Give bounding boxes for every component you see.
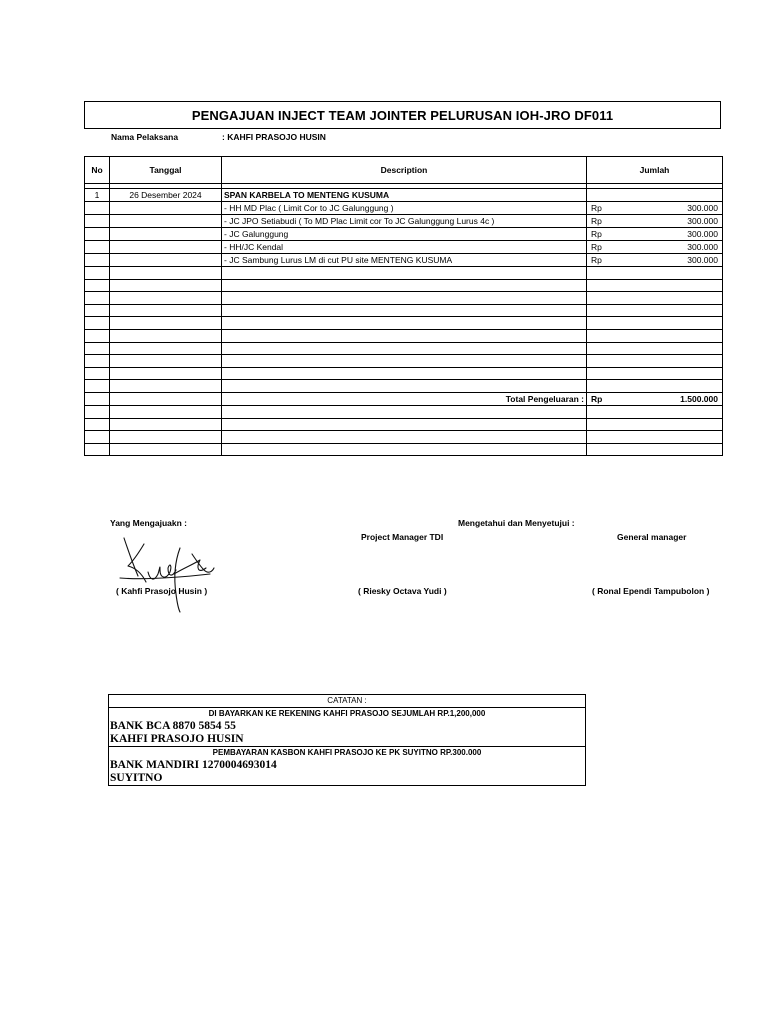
item-description: - JC Sambung Lurus LM di cut PU site MENTENG KUSUMA — [222, 254, 587, 267]
notes-header: CATATAN : — [109, 695, 585, 708]
executor-name: : KAHFI PRASOJO HUSIN — [222, 132, 326, 142]
pm-name: ( Riesky Octava Yudi ) — [358, 586, 447, 596]
empty-row — [85, 380, 723, 393]
empty-row — [85, 355, 723, 368]
empty-row — [85, 304, 723, 317]
header-date: Tanggal — [110, 157, 222, 184]
item-amount: Rp 300.000 — [587, 202, 723, 215]
empty-row — [85, 292, 723, 305]
empty-row — [85, 342, 723, 355]
account-holder-2: SUYITNO — [110, 772, 163, 784]
table-row — [85, 254, 723, 267]
empty-row — [85, 431, 723, 444]
table-row — [85, 228, 723, 241]
empty-row — [85, 418, 723, 431]
executor-label: Nama Pelaksana — [111, 132, 179, 142]
total-label: Total Pengeluaran : — [222, 392, 587, 405]
item-description: - JC Galunggung — [222, 228, 587, 241]
submitted-by-label: Yang Mengajuakn : — [110, 518, 187, 528]
approved-by-label: Mengetahui dan Menyetujui : — [458, 518, 575, 528]
empty-row — [85, 279, 723, 292]
item-amount: Rp 300.000 — [587, 228, 723, 241]
empty-row — [85, 329, 723, 342]
handwritten-signature — [114, 534, 218, 614]
pm-title: Project Manager TDI — [361, 532, 444, 542]
table-row — [85, 241, 723, 254]
payment-note-1-text: DI BAYARKAN KE REKENING KAHFI PRASOJO SEJUMLAH RP.1,200,000 — [208, 709, 486, 718]
account-holder-1: KAHFI PRASOJO HUSIN — [110, 733, 244, 745]
empty-row — [85, 367, 723, 380]
payment-note-2-text: PEMBAYARAN KASBON KAHFI PRASOJO KE PK SUYITNO RP.300.000 — [212, 748, 482, 757]
table-header-row — [85, 157, 723, 184]
payment-note-1 — [109, 708, 585, 747]
gm-name: ( Ronal Ependi Tampubolon ) — [592, 586, 710, 596]
bank-account-2: BANK MANDIRI 1270004693014 — [110, 759, 277, 771]
entry-date: 26 Desember 2024 — [110, 189, 222, 202]
gm-title: General manager — [617, 532, 687, 542]
submitter-name: ( Kahfi Prasojo Husin ) — [116, 586, 208, 596]
bank-account-1: BANK BCA 8870 5854 55 — [110, 720, 236, 732]
item-description: - HH/JC Kendal — [222, 241, 587, 254]
item-description: - HH MD Plac ( Limit Cor to JC Galunggung ) — [222, 202, 587, 215]
header-no: No — [85, 157, 110, 184]
total-amount: Rp 1.500.000 — [587, 392, 723, 405]
table-row — [85, 189, 723, 202]
header-amount: Jumlah — [587, 157, 723, 184]
document-title: PENGAJUAN INJECT TEAM JOINTER PELURUSAN IOH-JRO DF011 — [84, 101, 721, 129]
empty-row — [85, 267, 723, 280]
item-amount: Rp 300.000 — [587, 254, 723, 267]
item-description: - JC JPO Setiabudi ( To MD Plac Limit cor To JC Galunggung Lurus 4c ) — [222, 215, 587, 228]
table-row — [85, 202, 723, 215]
table-row — [85, 215, 723, 228]
header-description: Description — [222, 157, 587, 184]
entry-heading: SPAN KARBELA TO MENTENG KUSUMA — [222, 189, 587, 202]
empty-row — [85, 405, 723, 418]
payment-note-2 — [109, 747, 585, 785]
item-amount: Rp 300.000 — [587, 241, 723, 254]
empty-row — [85, 317, 723, 330]
expense-table — [84, 156, 723, 456]
item-amount: Rp 300.000 — [587, 215, 723, 228]
empty-row — [85, 443, 723, 456]
total-row — [85, 392, 723, 405]
entry-no: 1 — [85, 189, 110, 202]
notes-box — [108, 694, 586, 786]
